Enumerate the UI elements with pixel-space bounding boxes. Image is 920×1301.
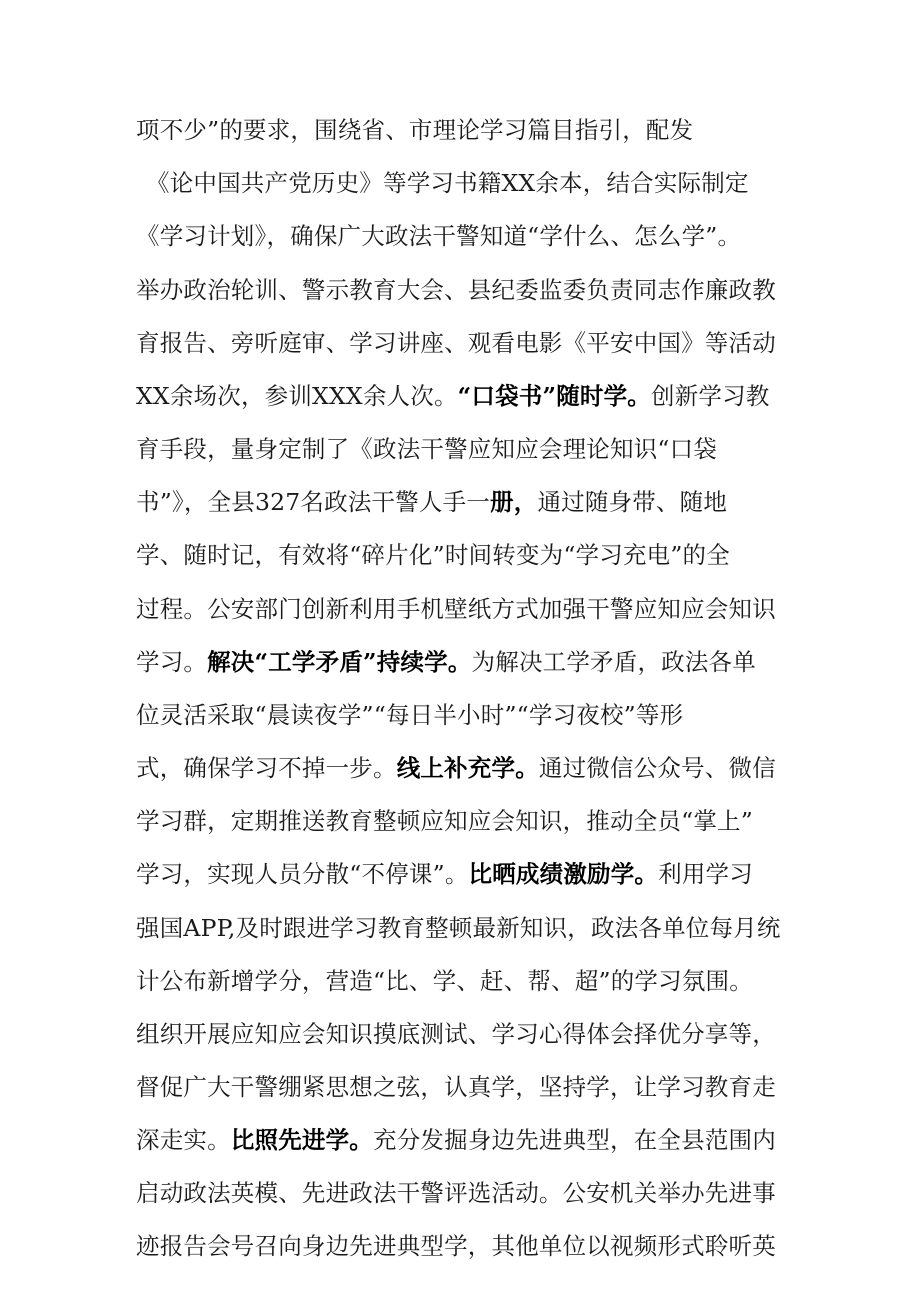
body-text-line xyxy=(136,1231,776,1261)
bold-heading-segment: 线上补充学。 xyxy=(396,754,539,782)
text-segment: 迹报告会号召向身边先进典型学，其他单位以视频形式聆听英 xyxy=(136,1232,776,1260)
text-segment: 学习群，定期推送教育整顿应知应会知识，推动全员“掌上” xyxy=(136,807,753,835)
text-segment: 计公布新增学分，营造“比、学、赶、帮、超”的学习氛围。 xyxy=(136,967,753,995)
text-segment: 组织开展应知应会知识摸底测试、学习心得体会择优分享等， xyxy=(136,1020,776,1048)
text-segment: 通过随身带、随地 xyxy=(537,488,728,516)
text-segment: 充分发掘身边先进典型，在全县范围内 xyxy=(373,1126,776,1154)
body-text-line xyxy=(136,1125,776,1155)
text-segment: 项不少”的要求，围绕省、市理论学习篇目指引，配发 xyxy=(136,116,694,144)
body-text-line xyxy=(136,806,776,836)
text-segment: 过程。公安部门创新利用手机壁纸方式加强干警应知应会知识 xyxy=(136,595,776,623)
text-segment: 书”》，全县327名政法干警人手一 xyxy=(136,488,491,516)
bold-heading-segment: 解决“工学矛盾”持续学。 xyxy=(207,648,472,676)
body-text-line xyxy=(136,1178,776,1208)
text-segment: 创新学习教 xyxy=(651,382,770,410)
text-segment: 式，确保学习不掉一步。 xyxy=(136,754,397,782)
bold-heading-segment: 比照先进学。 xyxy=(230,1126,374,1154)
text-segment: XX余场次，参训XXX余人次。 xyxy=(136,382,458,410)
text-segment: 学习。 xyxy=(136,648,208,676)
body-text-line xyxy=(146,168,786,198)
body-text-line xyxy=(136,647,776,677)
text-segment: 位灵活采取“晨读夜学”“每日半小时”“学习夜校”等形 xyxy=(136,701,684,729)
bold-heading-segment: 册， xyxy=(490,488,538,516)
body-text-line xyxy=(136,381,776,411)
body-text-line xyxy=(136,540,776,570)
body-text-line xyxy=(136,487,776,517)
text-segment: 育报告、旁听庭审、学习讲座、观看电影《平安中国》等活动 xyxy=(136,329,776,357)
text-segment: 举办政治轮训、警示教育大会、县纪委监委负责同志作廉政教 xyxy=(136,276,776,304)
body-text-line xyxy=(136,275,776,305)
body-text-line xyxy=(136,913,781,943)
text-segment: 深走实。 xyxy=(136,1126,231,1154)
body-text-line xyxy=(136,1019,776,1049)
body-text-line xyxy=(136,1072,776,1102)
bold-heading-segment: “口袋书”随时学。 xyxy=(457,382,651,410)
bold-heading-segment: 比晒成绩激励学。 xyxy=(468,860,659,888)
body-text-line xyxy=(136,966,776,996)
text-segment: 学、随时记，有效将“碎片化”时间转变为“学习充电”的全 xyxy=(136,541,730,569)
text-segment: 督促广大干警绷紧思想之弦，认真学，坚持学，让学习教育走 xyxy=(136,1073,776,1101)
text-segment: 强国APP,及时跟进学习教育整顿最新知识，政法各单位每月统 xyxy=(136,914,781,942)
body-text-line xyxy=(136,221,776,251)
body-text-line xyxy=(136,328,776,358)
text-segment: 学习，实现人员分散“不停课”。 xyxy=(136,860,469,888)
body-text-line xyxy=(136,859,776,889)
text-segment: 利用学习 xyxy=(658,860,753,888)
body-text-line xyxy=(136,700,776,730)
body-text-line xyxy=(136,594,776,624)
text-segment: 为解决工学矛盾，政法各单 xyxy=(471,648,756,676)
body-text-line xyxy=(136,115,776,145)
text-segment: 《学习计划》，确保广大政法干警知道“学什么、怎么学”。 xyxy=(136,222,742,250)
text-segment: 《论中国共产党历史》等学习书籍XX余本，结合实际制定 xyxy=(146,169,749,197)
text-segment: 启动政法英模、先进政法干警评选活动。公安机关举办先进事 xyxy=(136,1179,776,1207)
body-text-line xyxy=(136,753,776,783)
text-segment: 通过微信公众号、微信 xyxy=(538,754,776,782)
body-text-line xyxy=(136,434,776,464)
text-segment: 育手段，量身定制了《政法干警应知应会理论知识“口袋 xyxy=(136,435,718,463)
